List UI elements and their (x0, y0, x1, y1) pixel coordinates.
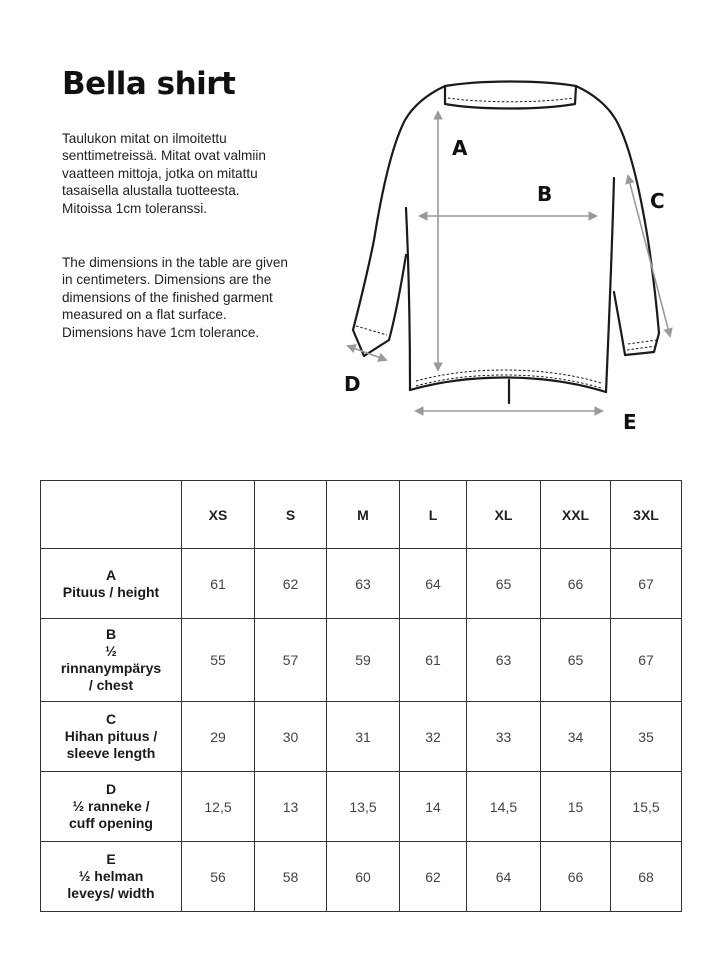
table-cell: 31 (327, 702, 400, 772)
intro-text-english (62, 254, 288, 341)
row-label: E ½ helman leveys/ width (41, 842, 182, 912)
size-header: 3XL (611, 481, 682, 549)
page-title: Bella shirt (62, 66, 236, 102)
table-cell: 33 (467, 702, 541, 772)
table-cell: 63 (467, 619, 541, 702)
table-cell: 64 (400, 549, 467, 619)
table-cell: 13 (255, 772, 327, 842)
table-cell: 65 (541, 619, 611, 702)
label-c: C (650, 189, 665, 213)
table-cell: 12,5 (182, 772, 255, 842)
table-row (41, 549, 682, 619)
table-cell: 61 (400, 619, 467, 702)
size-header: XXL (541, 481, 611, 549)
intro-line: dimensions of the finished garment (62, 289, 273, 305)
table-cell: 15 (541, 772, 611, 842)
intro-line: Mitoissa 1cm toleranssi. (62, 200, 208, 216)
intro-line: measured on a flat surface. (62, 307, 227, 323)
size-header: S (255, 481, 327, 549)
table-cell: 15,5 (611, 772, 682, 842)
table-cell: 59 (327, 619, 400, 702)
table-cell: 63 (327, 549, 400, 619)
table-cell: 30 (255, 702, 327, 772)
label-e: E (623, 410, 637, 434)
size-header: XL (467, 481, 541, 549)
table-cell: 62 (255, 549, 327, 619)
table-row (41, 702, 682, 772)
intro-line: Dimensions have 1cm tolerance. (62, 324, 260, 340)
intro-text-finnish (62, 130, 266, 217)
table-row (41, 842, 682, 912)
table-cell: 14 (400, 772, 467, 842)
table-cell: 14,5 (467, 772, 541, 842)
table-row (41, 619, 682, 702)
table-cell: 56 (182, 842, 255, 912)
table-cell: 62 (400, 842, 467, 912)
table-cell: 35 (611, 702, 682, 772)
intro-line: vaatteen mittoja, jotka on mitattu (62, 165, 258, 181)
header-corner-cell (41, 481, 182, 549)
shirt-outline (353, 82, 659, 404)
row-label: C Hihan pituus / sleeve length (41, 702, 182, 772)
table-cell: 66 (541, 549, 611, 619)
table-cell: 57 (255, 619, 327, 702)
table-header-row (41, 481, 682, 549)
row-label: A Pituus / height (41, 549, 182, 619)
table-cell: 34 (541, 702, 611, 772)
table-cell: 67 (611, 549, 682, 619)
measurement-arrows (348, 112, 670, 411)
row-label: D ½ ranneke / cuff opening (41, 772, 182, 842)
table-cell: 32 (400, 702, 467, 772)
table-cell: 68 (611, 842, 682, 912)
intro-line: senttimetreissä. Mitat ovat valmiin (62, 148, 266, 164)
table-cell: 65 (467, 549, 541, 619)
table-cell: 58 (255, 842, 327, 912)
intro-line: Taulukon mitat on ilmoitettu (62, 131, 227, 146)
size-header: M (327, 481, 400, 549)
label-a: A (452, 136, 468, 160)
table-cell: 29 (182, 702, 255, 772)
table-cell: 61 (182, 549, 255, 619)
table-row (41, 772, 682, 842)
size-chart-table (40, 480, 682, 912)
table-cell: 66 (541, 842, 611, 912)
intro-line: tasaisella alustalla tuotteesta. (62, 183, 240, 199)
label-d: D (344, 372, 361, 396)
table-cell: 13,5 (327, 772, 400, 842)
table-cell: 67 (611, 619, 682, 702)
label-b: B (537, 182, 553, 206)
table-cell: 60 (327, 842, 400, 912)
size-header: L (400, 481, 467, 549)
size-header: XS (182, 481, 255, 549)
table-cell: 64 (467, 842, 541, 912)
row-label: B ½ rinnanympärys / chest (41, 619, 182, 702)
table-cell: 55 (182, 619, 255, 702)
intro-line: in centimeters. Dimensions are the (62, 272, 272, 288)
shirt-measurement-diagram (335, 70, 685, 440)
intro-line: The dimensions in the table are given (62, 255, 288, 270)
